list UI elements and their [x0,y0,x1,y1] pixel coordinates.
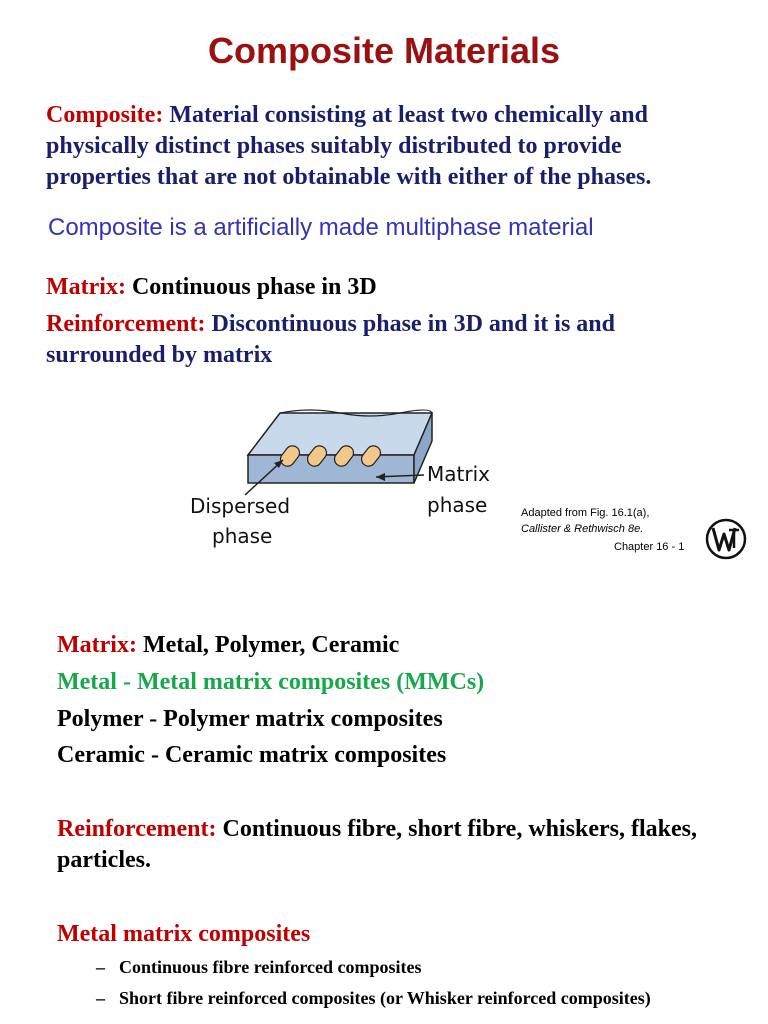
label-matrix-2: phase [427,493,488,517]
mmc-bullet: Short fibre reinforced composites (or Whisker reinforced composites) [119,988,651,1008]
subtitle: Composite is a artificially made multiphase material [48,214,594,241]
credit-line-2: Callister & Rethwisch 8e. [521,523,644,535]
label-dispersed-1: Dispersed [190,494,291,518]
label-dispersed-2: phase [212,524,273,548]
mmc-heading: Metal matrix composites [57,921,311,947]
polymer-matrix-line: Polymer - Polymer matrix composites [57,706,443,732]
composite-definition [46,100,726,193]
page-title: Composite Materials [207,30,561,71]
composite-text: Material consisting at least two chemically and physically distinct phases suitably distributed to provide properties that are not obtainable with either of the phases. [46,102,652,190]
chapter-number: Chapter 16 - 1 [614,541,685,553]
reinforcement-definition [46,309,686,371]
reinforcement-types-term: Reinforcement: [57,816,217,842]
reinforcement-term: Reinforcement: [46,311,206,337]
composite-diagram [180,405,500,555]
matrix-term: Matrix: [46,274,126,300]
matrix-types [57,630,717,661]
reinforcement-types [57,814,697,876]
reinforcement-text: Discontinuous phase in 3D and it is and surrounded by matrix [46,311,615,368]
bullet-dash: – [96,957,105,977]
composite-term: Composite: [46,102,164,128]
slab-top [248,413,432,455]
reinforcement-types-text: Continuous fibre, short fibre, whiskers, flakes, particles. [57,816,697,873]
figure-credit [521,505,649,537]
matrix-types-term: Matrix: [57,632,137,658]
mmc-bullet: Continuous fibre reinforced composites [119,957,422,977]
publisher-logo-icon [705,518,747,560]
credit-line-1: Adapted from Fig. 16.1(a), [521,507,650,519]
matrix-types-text: Metal, Polymer, Ceramic [142,632,400,658]
bullet-dash: – [96,988,105,1008]
ceramic-matrix-line: Ceramic - Ceramic matrix composites [57,742,447,768]
matrix-text: Continuous phase in 3D [131,274,377,300]
metal-matrix-line: Metal - Metal matrix composites (MMCs) [57,669,485,695]
matrix-definition [46,272,726,303]
label-matrix-1: Matrix [427,462,490,486]
